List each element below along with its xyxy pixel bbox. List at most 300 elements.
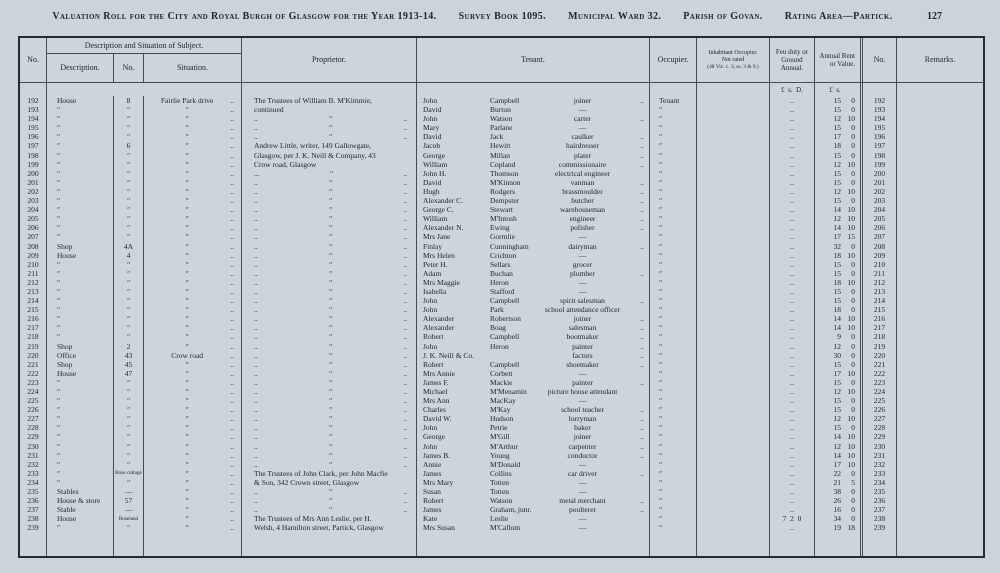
- rent-shillings: 10: [847, 314, 855, 324]
- row-number-right: 193: [860, 105, 897, 114]
- tenant-surname: Stafford: [490, 286, 515, 296]
- occupier-cell: ʺ: [650, 360, 697, 369]
- header-tenant: Tenant.: [417, 38, 650, 82]
- proprietor-cell: .. ʺ ..: [242, 123, 417, 132]
- rent-shillings: 0: [851, 377, 855, 387]
- rent-pounds: 14: [833, 314, 841, 324]
- rent-pounds: 15: [833, 268, 841, 278]
- tenant-surname: Mackie: [490, 377, 513, 387]
- description-cell: ʺ: [47, 287, 114, 296]
- proprietor-cell: Welsh, 4 Hamilton street, Partick, Glasgow: [242, 523, 417, 532]
- row-number-left: 219: [20, 342, 47, 351]
- table-row: [20, 196, 983, 205]
- annual-rent-cell: [815, 151, 860, 160]
- rent-pounds: 21: [833, 477, 841, 487]
- masthead-ward: Municipal Ward 32.: [568, 11, 662, 22]
- table-row: [20, 305, 983, 314]
- feu-duty-cell: ..: [770, 478, 815, 487]
- occupier-cell: ʺ: [650, 314, 697, 323]
- table-row: [20, 132, 983, 141]
- feu-duty-cell: ..: [770, 242, 815, 251]
- annual-rent-cell: [815, 351, 860, 360]
- proprietor-cell: .. ʺ ..: [242, 414, 417, 423]
- rent-pounds: 18: [833, 277, 841, 287]
- tenant-occupation: poulterer: [568, 505, 597, 515]
- rent-pounds: 15: [833, 105, 841, 115]
- tenant-forename: Robert: [423, 496, 444, 506]
- feu-duty-cell: ..: [770, 114, 815, 123]
- subject-number-cell: ʺ: [114, 296, 144, 305]
- annual-rent-cell: [815, 287, 860, 296]
- description-cell: ʺ: [47, 451, 114, 460]
- occupier-cell: ʺ: [650, 278, 697, 287]
- tenant-cell: [417, 123, 650, 132]
- feu-duty-cell: ..: [770, 223, 815, 232]
- description-cell: ʺ: [47, 123, 114, 132]
- description-cell: House: [47, 251, 114, 260]
- situation-cell: ʺ ..: [144, 141, 242, 150]
- inhabitant-occupier-cell: [697, 523, 770, 532]
- subject-number-cell: ʺ: [114, 205, 144, 214]
- situation-cell: ʺ ..: [144, 523, 242, 532]
- remarks-cell: [897, 442, 983, 451]
- rent-shillings: 10: [847, 441, 855, 451]
- inhabitant-occupier-cell: [697, 260, 770, 269]
- row-number-right: 228: [860, 423, 897, 432]
- inhabitant-occupier-cell: [697, 314, 770, 323]
- table-row: [20, 514, 983, 523]
- tenant-cell: Hugh Rodgers brassmoulder ..: [417, 187, 650, 196]
- feu-duty-cell: ..: [770, 278, 815, 287]
- tenant-cell: [417, 232, 650, 241]
- annual-rent-cell: [815, 305, 860, 314]
- proprietor-cell: ... ʺ ..: [242, 169, 417, 178]
- description-cell: ʺ: [47, 405, 114, 414]
- header-subject-no: No.: [114, 54, 144, 82]
- tenant-surname: Thomson: [490, 168, 519, 178]
- tenant-cell: Jacob Hewitt hairdresser ..: [417, 141, 650, 150]
- occupier-cell: ʺ: [650, 260, 697, 269]
- table-row: [20, 478, 983, 487]
- tenant-forename: Mrs Helen: [423, 250, 455, 260]
- tenant-forename: Adam: [423, 268, 442, 278]
- tenant-forename: John: [423, 441, 438, 451]
- feu-duty-cell: ..: [770, 232, 815, 241]
- occupier-cell: ʺ: [650, 469, 697, 478]
- tenant-forename: Hugh: [423, 186, 440, 196]
- row-number-left: 209: [20, 251, 47, 260]
- annual-rent-cell: [815, 105, 860, 114]
- rent-shillings: 10: [847, 214, 855, 224]
- leader-dots: ..: [230, 477, 234, 487]
- rent-shillings: 0: [851, 286, 855, 296]
- description-cell: ʺ: [47, 332, 114, 341]
- tenant-occupation: grocer: [572, 259, 593, 269]
- tenant-surname: Boag: [490, 323, 506, 333]
- tenant-cell: [417, 387, 650, 396]
- description-cell: Shop: [47, 342, 114, 351]
- remarks-cell: [897, 305, 983, 314]
- description-cell: ʺ: [47, 160, 114, 169]
- subject-number-cell: ʺ: [114, 114, 144, 123]
- tenant-occupation: school attendance officer: [544, 305, 621, 315]
- rent-pounds: 17: [833, 232, 841, 242]
- table-row: [20, 105, 983, 114]
- annual-rent-cell: [815, 242, 860, 251]
- header-situation: Situation.: [177, 63, 208, 73]
- inhabitant-occupier-cell: [697, 405, 770, 414]
- proprietor-cell: .. ʺ ..: [242, 460, 417, 469]
- occupier-cell: ʺ: [650, 305, 697, 314]
- tenant-cell: David Jack caulker ..: [417, 132, 650, 141]
- tenant-forename: James F.: [423, 377, 449, 387]
- row-number-left: 230: [20, 442, 47, 451]
- tenant-surname: Parlane: [490, 123, 513, 133]
- feu-duty-cell: ..: [770, 451, 815, 460]
- leader-dots: ..: [230, 132, 234, 142]
- annual-rent-cell: [815, 387, 860, 396]
- row-number-left: 224: [20, 387, 47, 396]
- tenant-occupation: shoemaker: [566, 359, 599, 369]
- tenant-surname: Robertson: [490, 314, 521, 324]
- table-row: [20, 141, 983, 150]
- annual-rent-cell: [815, 269, 860, 278]
- row-number-left: 237: [20, 505, 47, 514]
- rent-pounds: 12: [833, 387, 841, 396]
- tenant-surname: Ewing: [490, 223, 510, 233]
- proprietor-cell: .. ʺ ..: [242, 278, 417, 287]
- remarks-cell: [897, 342, 983, 351]
- tenant-surname: Campbell: [490, 332, 520, 342]
- tenant-surname: M'Kinnon: [490, 177, 521, 187]
- row-number-right: 204: [860, 205, 897, 214]
- rent-shillings: 10: [847, 223, 855, 233]
- feu-duty-cell: ..: [770, 196, 815, 205]
- subject-number-cell: 8: [114, 96, 144, 105]
- header-occupier: Occupier.: [650, 38, 697, 82]
- description-cell: Shop: [47, 360, 114, 369]
- inhabitant-occupier-cell: [697, 214, 770, 223]
- tenant-cell: Robert Campbell shoemaker ..: [417, 360, 650, 369]
- rent-shillings: 0: [851, 105, 855, 115]
- row-number-right: 219: [860, 342, 897, 351]
- annual-rent-cell: [815, 223, 860, 232]
- table-row: [20, 232, 983, 241]
- table-row: [20, 187, 983, 196]
- rent-shillings: 0: [851, 305, 855, 315]
- tenant-forename: George C.: [423, 205, 454, 215]
- tenant-cell: [417, 287, 650, 296]
- row-number-left: 226: [20, 405, 47, 414]
- tenant-occupation: spirit salesman: [560, 296, 605, 306]
- annual-rent-cell: [815, 169, 860, 178]
- feu-duty-cell: ..: [770, 523, 815, 532]
- tenant-surname: MacKay: [490, 396, 516, 406]
- subject-number-cell: ʺ: [114, 423, 144, 432]
- remarks-cell: [897, 314, 983, 323]
- inhabitant-occupier-cell: [697, 223, 770, 232]
- tenant-surname: Campbell: [490, 96, 520, 105]
- annual-rent-cell: [815, 342, 860, 351]
- feu-duty-cell: ..: [770, 105, 815, 114]
- rent-shillings: 0: [851, 487, 855, 497]
- rent-shillings: 0: [851, 123, 855, 133]
- inhabitant-occupier-cell: [697, 269, 770, 278]
- remarks-cell: [897, 287, 983, 296]
- rent-pounds: 34: [833, 514, 841, 524]
- subject-number-cell: 4: [114, 251, 144, 260]
- situation-cell: ʺ ..: [144, 105, 242, 114]
- row-number-right: 205: [860, 214, 897, 223]
- description-cell: House: [47, 369, 114, 378]
- inhabitant-occupier-cell: [697, 196, 770, 205]
- inhabitant-occupier-cell: [697, 478, 770, 487]
- subject-number-cell: ʺ: [114, 332, 144, 341]
- leader-dots: ..: [230, 323, 234, 333]
- tenant-forename: Mrs Jane: [423, 232, 451, 242]
- tenant-occupation: lorryman: [568, 414, 597, 424]
- proprietor-cell: .. ʺ ..: [242, 487, 417, 496]
- row-number-right: 215: [860, 305, 897, 314]
- situation-cell: ʺ ..: [144, 123, 242, 132]
- table-row: [20, 287, 983, 296]
- rent-shillings: 15: [847, 232, 855, 242]
- occupier-cell: ʺ: [650, 432, 697, 441]
- row-number-left: 193: [20, 105, 47, 114]
- table-filler: [20, 533, 983, 557]
- feu-duty-cell: ..: [770, 460, 815, 469]
- inhabitant-occupier-cell: [697, 178, 770, 187]
- feu-duty-cell: ..: [770, 378, 815, 387]
- feu-duty-cell: ..: [770, 305, 815, 314]
- header-description: Description.: [47, 54, 114, 82]
- feu-duty-cell: ..: [770, 178, 815, 187]
- occupier-cell: ʺ: [650, 351, 697, 360]
- tenant-occupation: caulker: [571, 132, 594, 142]
- annual-rent-cell: [815, 514, 860, 523]
- description-cell: ʺ: [47, 232, 114, 241]
- situation-cell: ʺ ..: [144, 114, 242, 123]
- annual-rent-cell: [815, 432, 860, 441]
- description-cell: Office: [47, 351, 114, 360]
- remarks-cell: [897, 269, 983, 278]
- rent-shillings: 5: [851, 477, 855, 487]
- rent-pounds: 15: [833, 286, 841, 296]
- feu-duty-cell: ..: [770, 269, 815, 278]
- proprietor-cell: Glasgow, per J. K. Neill & Company, 43: [242, 151, 417, 160]
- remarks-cell: [897, 396, 983, 405]
- row-number-right: 231: [860, 451, 897, 460]
- tenant-surname: Totten: [490, 477, 510, 487]
- rent-pounds: 15: [833, 150, 841, 160]
- tenant-occupation: plater: [573, 150, 592, 160]
- description-cell: ʺ: [47, 214, 114, 223]
- tenant-surname: M'Arthur: [490, 441, 519, 451]
- rent-shillings: 10: [847, 323, 855, 333]
- row-number-right: 214: [860, 296, 897, 305]
- tenant-forename: John: [423, 305, 438, 315]
- table-row: [20, 342, 983, 351]
- inhabitant-occupier-cell: [697, 360, 770, 369]
- tenant-occupation: butcher: [571, 196, 594, 206]
- leader-dots: ..: [230, 114, 234, 124]
- tenant-surname: Stewart: [490, 205, 513, 215]
- proprietor-cell: .. ʺ ..: [242, 342, 417, 351]
- description-cell: ʺ: [47, 478, 114, 487]
- tenant-occupation: —: [578, 514, 587, 524]
- occupier-cell: ʺ: [650, 251, 697, 260]
- rent-pounds: 14: [833, 205, 841, 215]
- table-row: [20, 214, 983, 223]
- occupier-cell: Tenant: [650, 96, 697, 105]
- row-number-right: 203: [860, 196, 897, 205]
- row-number-right: 234: [860, 478, 897, 487]
- tenant-cell: J. K. Neill & Co. factors ..: [417, 351, 650, 360]
- situation-cell: ʺ ..: [144, 196, 242, 205]
- feu-duty-cell: ..: [770, 369, 815, 378]
- table-row: [20, 378, 983, 387]
- annual-rent-cell: [815, 332, 860, 341]
- tenant-surname: Petrie: [490, 423, 508, 433]
- tenant-occupation: joiner: [573, 432, 592, 442]
- feu-duty-cell: ..: [770, 351, 815, 360]
- annual-rent-cell: [815, 114, 860, 123]
- rent-pounds: 15: [833, 177, 841, 187]
- subject-number-cell: 4A: [114, 242, 144, 251]
- tenant-cell: David W. Hudson lorryman ..: [417, 414, 650, 423]
- row-number-right: 201: [860, 178, 897, 187]
- tenant-occupation: carpenter: [568, 441, 597, 451]
- remarks-cell: [897, 451, 983, 460]
- rent-pounds: 15: [833, 359, 841, 369]
- tenant-occupation: factors: [572, 350, 593, 360]
- leader-dots: ..: [230, 341, 234, 351]
- table-row: [20, 523, 983, 532]
- remarks-cell: [897, 469, 983, 478]
- header-subject-group-title: Description and Situation of Subject.: [47, 38, 241, 54]
- remarks-cell: [897, 151, 983, 160]
- feu-duty-cell: 7 2 0: [770, 514, 815, 523]
- annual-rent-cell: [815, 123, 860, 132]
- remarks-cell: [897, 414, 983, 423]
- occupier-cell: ʺ: [650, 405, 697, 414]
- tenant-cell: [417, 460, 650, 469]
- leader-dots: ..: [230, 387, 234, 396]
- tenant-surname: Jack: [490, 132, 504, 142]
- tenant-forename: David: [423, 177, 442, 187]
- situation-cell: ʺ ..: [144, 169, 242, 178]
- occupier-cell: ʺ: [650, 141, 697, 150]
- proprietor-cell: .. ʺ ..: [242, 132, 417, 141]
- rent-pounds: 15: [833, 123, 841, 133]
- tenant-cell: [417, 487, 650, 496]
- situation-cell: ʺ ..: [144, 323, 242, 332]
- row-number-right: 206: [860, 223, 897, 232]
- row-number-right: 235: [860, 487, 897, 496]
- situation-cell: ʺ ..: [144, 505, 242, 514]
- inhabitant-occupier-cell: [697, 187, 770, 196]
- remarks-cell: [897, 460, 983, 469]
- row-number-left: 231: [20, 451, 47, 460]
- tenant-forename: Mary: [423, 123, 440, 133]
- remarks-cell: [897, 123, 983, 132]
- rent-pounds: 12: [833, 159, 841, 169]
- table-header: [20, 38, 983, 83]
- rent-pounds: 17: [833, 132, 841, 142]
- leader-dots: ..: [230, 396, 234, 406]
- subject-number-cell: ʺ: [114, 387, 144, 396]
- tenant-surname: Campbell: [490, 296, 520, 306]
- tenant-cell: Robert Campbell bootmaker ..: [417, 332, 650, 341]
- subject-number-cell: ʺ: [114, 123, 144, 132]
- tenant-forename: J. K. Neill & Co.: [423, 350, 475, 360]
- situation-cell: ʺ ..: [144, 242, 242, 251]
- header-remarks: Remarks.: [924, 55, 956, 65]
- occupier-cell: ʺ: [650, 178, 697, 187]
- feu-duty-cell: ..: [770, 205, 815, 214]
- tenant-cell: Charles M'Kay school teacher ..: [417, 405, 650, 414]
- proprietor-cell: .. ʺ ..: [242, 223, 417, 232]
- description-cell: ʺ: [47, 114, 114, 123]
- tenant-cell: James Graham, junr. poulterer ..: [417, 505, 650, 514]
- tenant-surname: Hudson: [490, 414, 514, 424]
- rent-shillings: 10: [847, 277, 855, 287]
- proprietor-cell: .. ʺ ..: [242, 260, 417, 269]
- tenant-surname: M'Donald: [490, 459, 521, 469]
- description-cell: ʺ: [47, 178, 114, 187]
- masthead-survey-book: Survey Book 1095.: [458, 11, 547, 22]
- subject-number-cell: 45: [114, 360, 144, 369]
- row-number-left: 213: [20, 287, 47, 296]
- tenant-surname: Burton: [490, 105, 511, 115]
- tenant-cell: John Heron painter ..: [417, 342, 650, 351]
- proprietor-cell: .. ʺ ..: [242, 323, 417, 332]
- subject-number-cell: ʺ: [114, 378, 144, 387]
- remarks-cell: [897, 178, 983, 187]
- annual-rent-cell: [815, 378, 860, 387]
- leader-dots: ..: [230, 441, 234, 451]
- row-number-right: 227: [860, 414, 897, 423]
- situation-cell: ʺ ..: [144, 369, 242, 378]
- rent-shillings: 0: [851, 496, 855, 506]
- tenant-occupation: carter: [573, 114, 592, 124]
- proprietor-cell: .. ʺ ..: [242, 314, 417, 323]
- leader-dots: ..: [230, 514, 234, 524]
- tenant-forename: Mrs Annie: [423, 368, 455, 378]
- feu-duty-cell: ..: [770, 360, 815, 369]
- rent-pounds: 14: [833, 432, 841, 442]
- feu-duty-cell: ..: [770, 296, 815, 305]
- feu-duty-cell: ..: [770, 214, 815, 223]
- tenant-occupation: bootmaker: [566, 332, 599, 342]
- proprietor-cell: .. ʺ ..: [242, 232, 417, 241]
- rent-shillings: 10: [847, 387, 855, 396]
- tenant-occupation: —: [578, 487, 587, 497]
- tenant-surname: Watson: [490, 114, 513, 124]
- masthead-parish: Parish of Govan.: [683, 11, 763, 22]
- rent-pounds: 26: [833, 496, 841, 506]
- row-number-left: 222: [20, 369, 47, 378]
- tenant-occupation: —: [578, 459, 587, 469]
- table-row: [20, 296, 983, 305]
- row-number-right: 221: [860, 360, 897, 369]
- inhabitant-occupier-cell: [697, 432, 770, 441]
- leader-dots: ..: [230, 377, 234, 387]
- rent-shillings: 0: [851, 341, 855, 351]
- tenant-cell: [417, 305, 650, 314]
- tenant-surname: Corbett: [490, 368, 513, 378]
- rent-pounds: 15: [833, 196, 841, 206]
